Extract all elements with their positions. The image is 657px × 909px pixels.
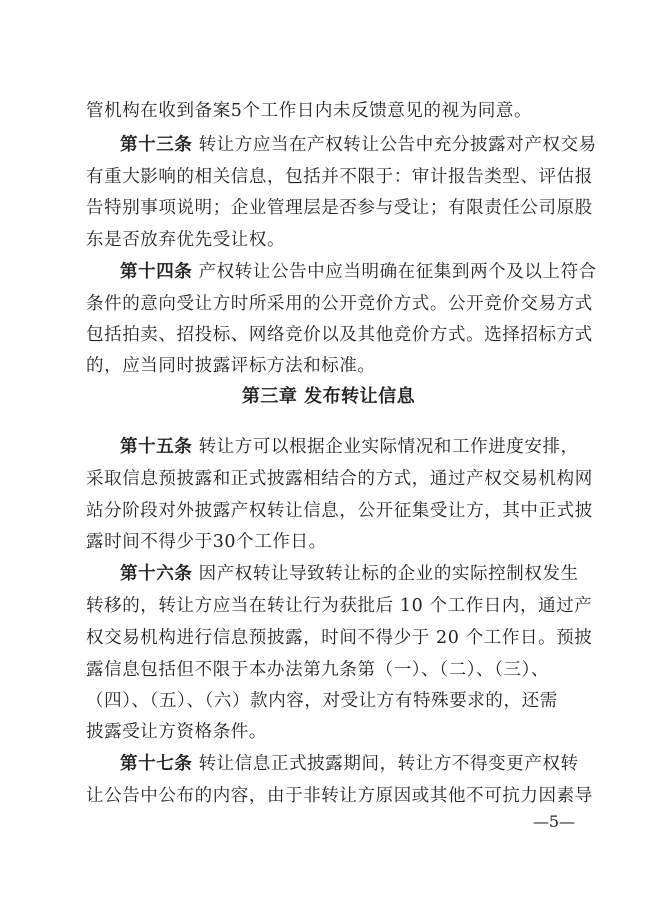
line-text: 告特别事项说明；企业管理层是否参与受让；有限责任公司原股 <box>86 198 593 218</box>
line-text: 转让信息正式披露期间，转让方不得变更产权转 <box>192 754 579 774</box>
paragraph-line <box>86 229 285 251</box>
line-text: 管机构在收到备案5个工作日内未反馈意见的视为同意。 <box>86 101 533 121</box>
article-number: 第十三条 <box>120 135 193 155</box>
paragraph-line <box>86 500 593 522</box>
line-text: （四）、（五）、（六）款内容，对受让方有特殊要求的，还需 <box>86 691 558 711</box>
article-13-line <box>120 134 597 156</box>
line-text: 因产权转让导致转让标的企业的实际控制权发生 <box>192 564 579 584</box>
line-text: 有重大影响的相关信息，包括并不限于：审计报告类型、评估报 <box>86 167 593 187</box>
paragraph-line <box>86 721 267 743</box>
paragraph-line <box>86 785 593 807</box>
article-number: 第十七条 <box>120 754 193 774</box>
paragraph-line <box>86 690 558 712</box>
line-text: 露信息包括但不限于本办法第九条第（一）、（二）、（三）、 <box>86 660 550 680</box>
line-text: 包括拍卖、招投标、网络竞价以及其他竞价方式。选择招标方式 <box>86 325 593 345</box>
line-text: 披露受让方资格条件。 <box>86 722 267 742</box>
article-number: 第十四条 <box>120 262 193 282</box>
line-text: 权交易机构进行信息预披露，时间不得少于 20 个工作日。预披 <box>86 628 593 648</box>
line-text: 转移的，转让方应当在转让行为获批后 10 个工作日内，通过产 <box>86 596 593 616</box>
article-15-line <box>120 436 579 458</box>
paragraph-line <box>86 595 592 617</box>
paragraph-line <box>86 100 532 122</box>
paragraph-line <box>86 659 549 681</box>
article-16-line <box>120 563 579 585</box>
line-text: 东是否放弃优先受让权。 <box>86 230 286 250</box>
paragraph-line <box>86 531 327 553</box>
line-text: 条件的意向受让方时所采用的公开竞价方式。公开竞价交易方式 <box>86 294 593 314</box>
paragraph-line <box>86 166 593 188</box>
line-text: 转让方可以根据企业实际情况和工作进度安排， <box>192 437 579 457</box>
line-text: 站分阶段对外披露产权转让信息，公开征集受让方，其中正式披 <box>86 501 593 521</box>
paragraph-line <box>86 293 593 315</box>
line-text: 露时间不得少于30个工作日。 <box>86 532 327 552</box>
paragraph-line <box>86 627 592 649</box>
chapter-heading: 第三章 发布转让信息 <box>241 386 416 407</box>
article-number: 第十五条 <box>120 437 193 457</box>
line-text: 转让方应当在产权转让公告中充分披露对产权交易 <box>192 135 597 155</box>
line-text: 的，应当同时披露评标方法和标准。 <box>86 356 376 376</box>
line-text: 采取信息预披露和正式披露相结合的方式，通过产权交易机构网 <box>86 469 593 489</box>
article-14-line <box>120 261 597 283</box>
paragraph-line <box>86 355 376 377</box>
paragraph-line <box>86 197 593 219</box>
article-number: 第十六条 <box>120 564 193 584</box>
line-text: 让公告中公布的内容，由于非转让方原因或其他不可抗力因素导 <box>86 786 593 806</box>
line-text: 产权转让公告中应当明确在征集到两个及以上符合 <box>192 262 597 282</box>
paragraph-line <box>86 468 593 490</box>
article-17-line <box>120 753 579 775</box>
paragraph-line <box>86 324 593 346</box>
page-number: —5— <box>532 812 575 831</box>
